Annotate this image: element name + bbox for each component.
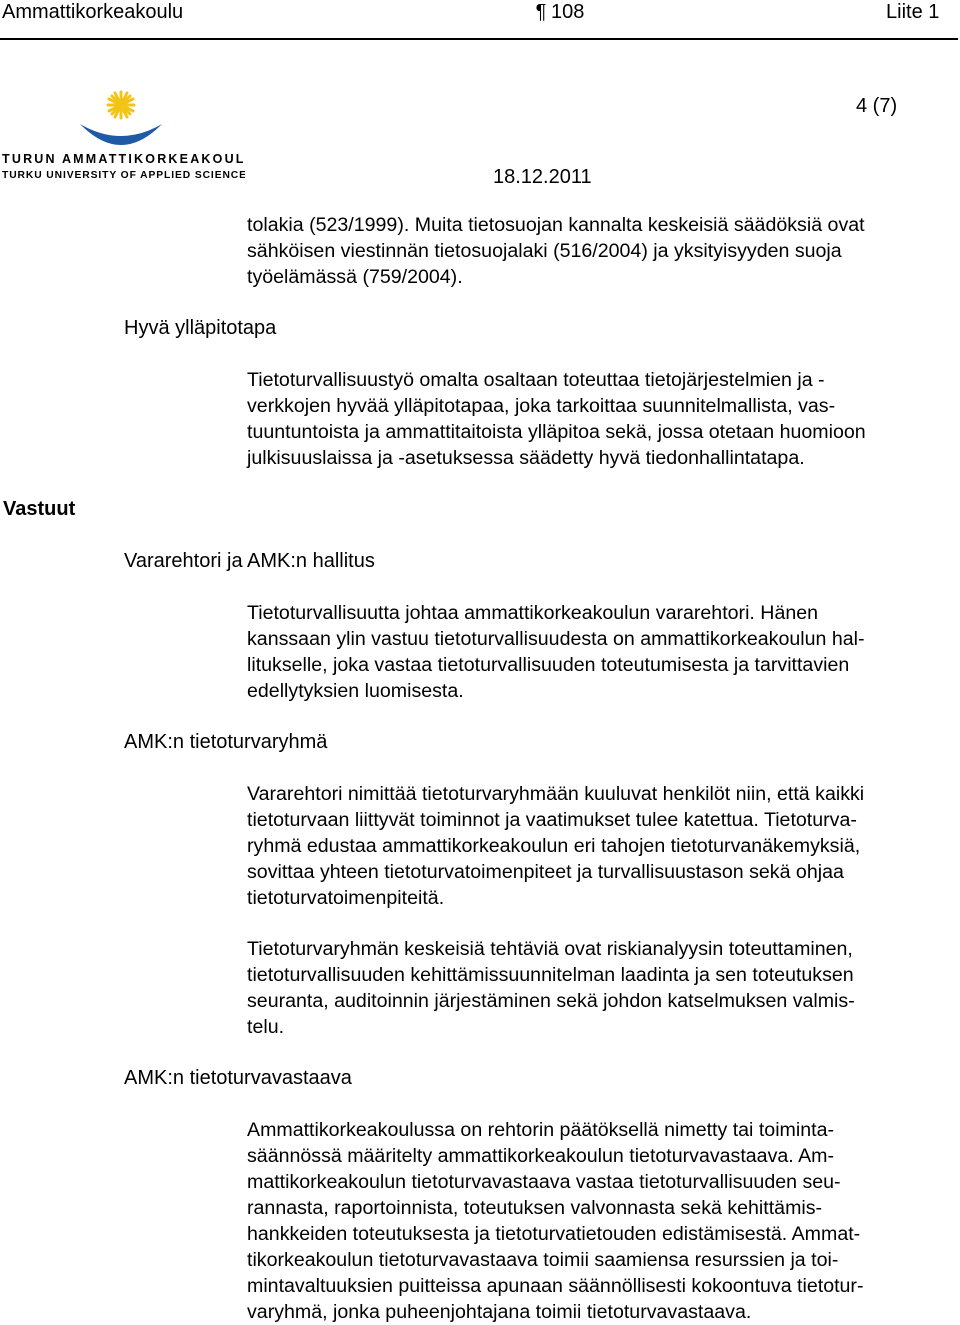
heading-hyva-yllapitotapa: Hyvä ylläpitotapa <box>124 317 277 339</box>
paragraph-mark-icon: ¶ <box>535 1 547 23</box>
turku-amk-logo-icon <box>0 88 245 183</box>
paragraph-line: verkkojen hyvää ylläpitotapaa, joka tarkoittaa suunnitelmallista, vas- <box>247 395 836 417</box>
header-right-text: Liite 1 <box>886 1 940 23</box>
document-date: 18.12.2011 <box>493 166 592 188</box>
svg-text:TURKU UNIVERSITY OF APPLIED SC: TURKU UNIVERSITY OF APPLIED SCIENCES <box>2 170 245 181</box>
paragraph-line: mintavaltuuksien puitteissa apunaan säännöllisesti kokoontuva tietotur- <box>247 1275 864 1297</box>
paragraph-line: tietoturvallisuuden kehittämissuunnitelman laadinta ja sen toteutuksen <box>247 964 854 986</box>
paragraph-line: seuranta, auditoinnin järjestäminen sekä johdon katselmuksen valmis- <box>247 990 855 1012</box>
paragraph-line: sovittaa yhteen tietoturvatoimenpiteet ja turvallisuustason sekä ohjaa <box>247 861 844 883</box>
paragraph-line: Tietoturvallisuutta johtaa ammattikorkeakoulun vararehtori. Hänen <box>247 602 819 624</box>
paragraph-line: rannasta, raportoinnista, toteutuksen valvonnasta sekä kehittämis- <box>247 1197 823 1219</box>
paragraph-line: mattikorkeakoulun tietoturvavastaava vastaa tietoturvallisuuden seu- <box>247 1171 841 1193</box>
paragraph-line: Tietoturvallisuustyö omalta osaltaan toteuttaa tietojärjestelmien ja - <box>247 369 825 391</box>
paragraph-line: työelämässä (759/2004). <box>247 266 463 288</box>
heading-tietoturvavastaava: AMK:n tietoturvavastaava <box>124 1067 352 1089</box>
heading-tietoturvaryhma: AMK:n tietoturvaryhmä <box>124 731 328 753</box>
paragraph-line: edellytyksien luomisesta. <box>247 680 464 702</box>
paragraph-line: tuuntuntoista ja ammattitaitoista ylläpitoa sekä, jossa otetaan huomioon <box>247 421 866 443</box>
paragraph-line: säännössä määritelty ammattikorkeakoulun tietoturvavastaava. Am- <box>247 1145 834 1167</box>
paragraph-line: ryhmä edustaa ammattikorkeakoulun eri tahojen tietoturvanäkemyksiä, <box>247 835 861 857</box>
paragraph-line: tolakia (523/1999). Muita tietosuojan kannalta keskeisiä säädöksiä ovat <box>247 214 865 236</box>
header-divider <box>0 38 958 40</box>
paragraph-line: tietoturvatoimenpiteitä. <box>247 887 445 909</box>
paragraph-line: Ammattikorkeakoulussa on rehtorin päätöksellä nimetty tai toiminta- <box>247 1119 834 1141</box>
header-left-text: Ammattikorkeakoulu <box>2 1 184 23</box>
paragraph-line: kanssaan ylin vastuu tietoturvallisuudesta on ammattikorkeakoulun hal- <box>247 628 865 650</box>
paragraph-line: varyhmä, jonka puheenjohtajana toimii tietoturvavastaava. <box>247 1301 752 1323</box>
paragraph-line: tietoturvaan liittyvät toiminnot ja vaatimukset tulee katettua. Tietoturva- <box>247 809 857 831</box>
paragraph-line: litukselle, joka vastaa tietoturvallisuuden toteutumisesta ja tarvittavien <box>247 654 850 676</box>
intro-paragraph <box>247 212 865 290</box>
paragraph-line: Vararehtori nimittää tietoturvaryhmään kuuluvat henkilöt niin, että kaikki <box>247 783 865 805</box>
paragraph-line: Tietoturvaryhmän keskeisiä tehtäviä ovat riskianalyysin toteuttaminen, <box>247 938 853 960</box>
hyva-paragraph <box>247 367 866 471</box>
tietoturvaryhma-paragraph-2 <box>247 936 855 1040</box>
vararehtori-paragraph <box>247 600 865 704</box>
paragraph-line: julkisuuslaissa ja -asetuksessa säädetty hyvä tiedonhallintatapa. <box>247 447 805 469</box>
svg-text:TURUN AMMATTIKORKEAKOULU: TURUN AMMATTIKORKEAKOULU <box>2 152 245 166</box>
paragraph-line: sähköisen viestinnän tietosuojalaki (516/2004) ja yksityisyyden suoja <box>247 240 842 262</box>
page-count: 4 (7) <box>856 95 898 117</box>
tietoturvaryhma-paragraph-1 <box>247 781 864 911</box>
paragraph-line: tikorkeakoulun tietoturvavastaava toimii saamiensa resurssien ja toi- <box>247 1249 839 1271</box>
paragraph-line: telu. <box>247 1016 285 1038</box>
paragraph-line: hankkeiden toteutuksesta ja tietoturvatietouden edistämisestä. Ammat- <box>247 1223 861 1245</box>
header-center-text: 108 <box>551 1 585 23</box>
header-page-number <box>531 0 584 24</box>
heading-vastuut: Vastuut <box>3 498 76 520</box>
university-logo <box>0 88 245 183</box>
tietoturvavastaava-paragraph <box>247 1117 864 1325</box>
heading-vararehtori: Vararehtori ja AMK:n hallitus <box>124 550 375 572</box>
